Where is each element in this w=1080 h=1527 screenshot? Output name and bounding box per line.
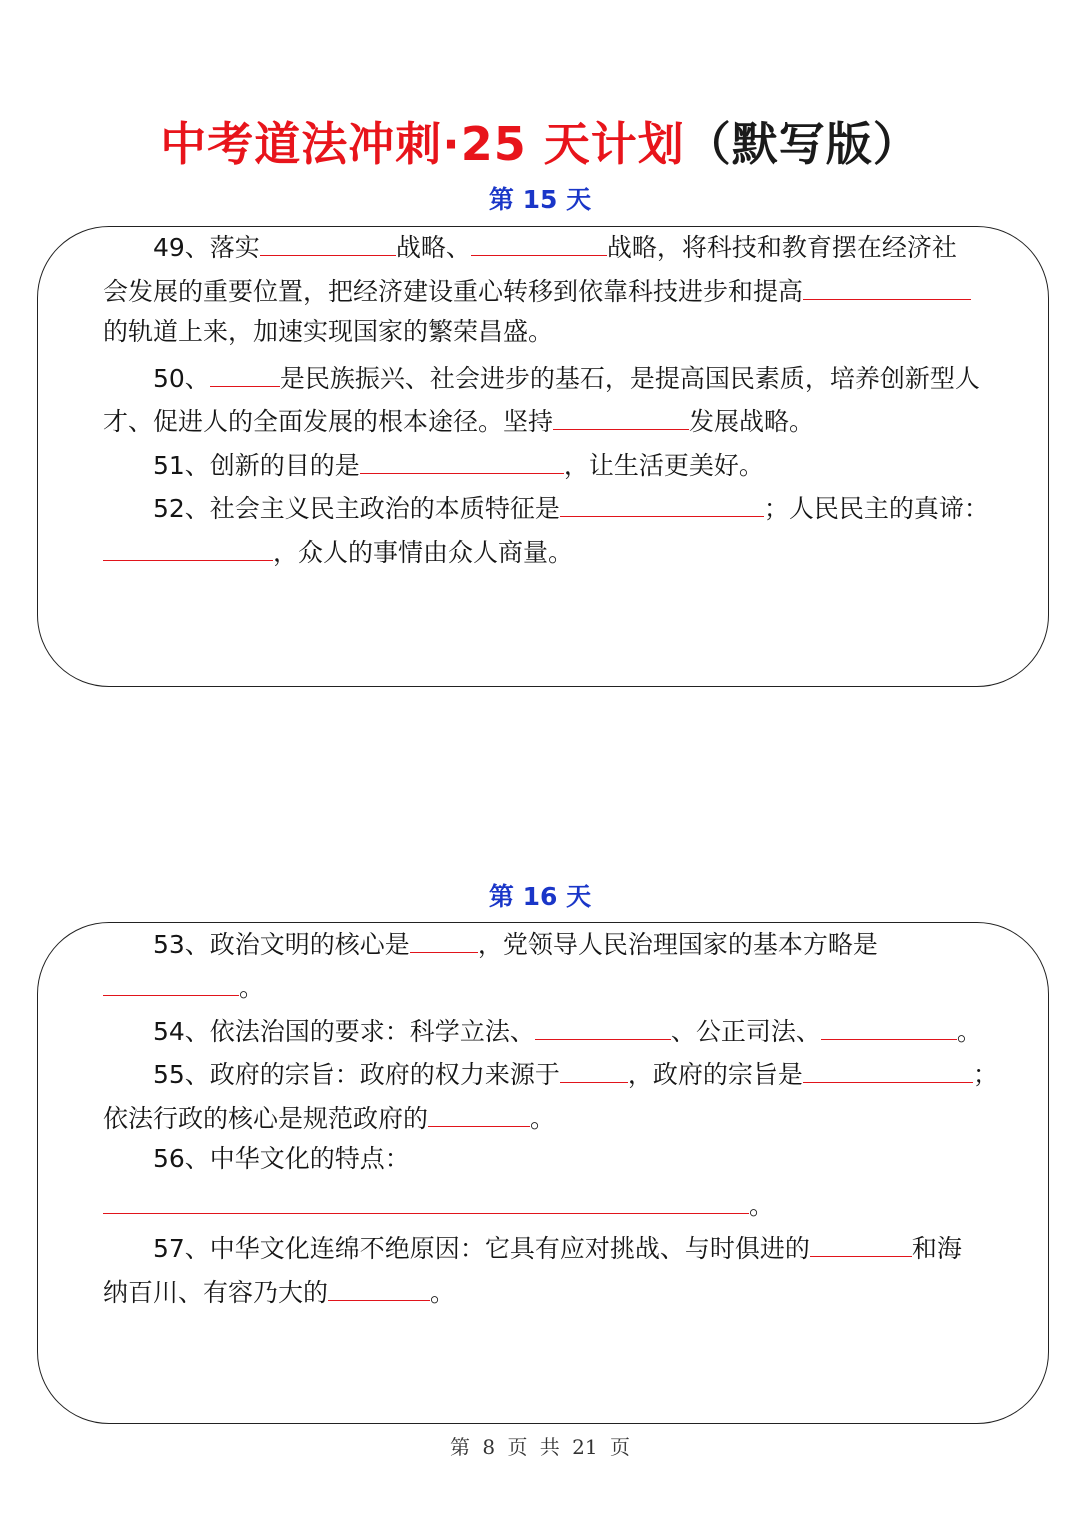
answer-blank[interactable] (803, 1056, 973, 1083)
answer-blank[interactable] (428, 1100, 530, 1127)
question-57-line-2: 纳百川、有容乃大的 。 (103, 1274, 455, 1309)
answer-blank[interactable] (560, 1056, 628, 1083)
answer-blank[interactable] (821, 1013, 957, 1040)
question-49-line-3: 的轨道上来，加速实现国家的繁荣昌盛。 (103, 317, 554, 346)
question-55-line-1: 55、政府的宗旨：政府的权力来源于 ，政府的宗旨是 ； (153, 1056, 998, 1091)
answer-blank[interactable] (560, 490, 764, 517)
title-suffix: （默写版） (684, 117, 920, 171)
question-55-line-2: 依法行政的核心是规范政府的 。 (103, 1100, 555, 1135)
answer-blank[interactable] (360, 447, 564, 474)
answer-blank[interactable] (260, 229, 396, 256)
answer-blank[interactable] (471, 229, 607, 256)
answer-blank[interactable] (210, 360, 280, 387)
question-50-line-1: 50、 是民族振兴、社会进步的基石，是提高国民素质，培养创新型人 (153, 360, 980, 395)
question-56-line-2: 。 (103, 1187, 774, 1222)
question-51: 51、创新的目的是 ，让生活更美好。 (153, 447, 764, 482)
page-footer: 第 8 页 共 21 页 (450, 1435, 630, 1459)
question-57-line-1: 57、中华文化连绵不绝原因：它具有应对挑战、与时俱进的 和海 (153, 1230, 962, 1265)
answer-blank[interactable] (810, 1230, 912, 1257)
question-52-line-2: ，众人的事情由众人商量。 (103, 534, 573, 569)
document-title (0, 112, 1080, 176)
question-50-line-2: 才、促进人的全面发展的根本途径。坚持 发展战略。 (103, 403, 814, 438)
question-49-line-1: 49、落实 战略、 战略，将科技和教育摆在经济社 (153, 229, 957, 264)
day-16-label: 第 16 天 (488, 882, 592, 911)
answer-blank[interactable] (553, 403, 689, 430)
answer-blank[interactable] (328, 1274, 430, 1301)
question-49-line-2: 会发展的重要位置，把经济建设重心转移到依靠科技进步和提高 (103, 273, 971, 308)
day-15-label: 第 15 天 (488, 185, 592, 214)
answer-blank[interactable] (535, 1013, 671, 1040)
answer-blank[interactable] (410, 926, 478, 953)
question-52-line-1: 52、社会主义民主政治的本质特征是 ；人民民主的真谛： (153, 490, 989, 525)
question-53-line-1: 53、政治文明的核心是 ，党领导人民治理国家的基本方略是 (153, 926, 878, 961)
title-main: 中考道法冲刺·25 天计划 (160, 117, 685, 171)
question-56-line-1: 56、中华文化的特点： (153, 1144, 410, 1173)
answer-blank[interactable] (103, 534, 273, 561)
question-53-line-2: 。 (103, 969, 264, 1004)
answer-blank[interactable] (803, 273, 971, 300)
answer-blank[interactable] (103, 1187, 749, 1214)
question-54: 54、依法治国的要求：科学立法、 、公正司法、 。 (153, 1013, 982, 1048)
answer-blank[interactable] (103, 969, 239, 996)
